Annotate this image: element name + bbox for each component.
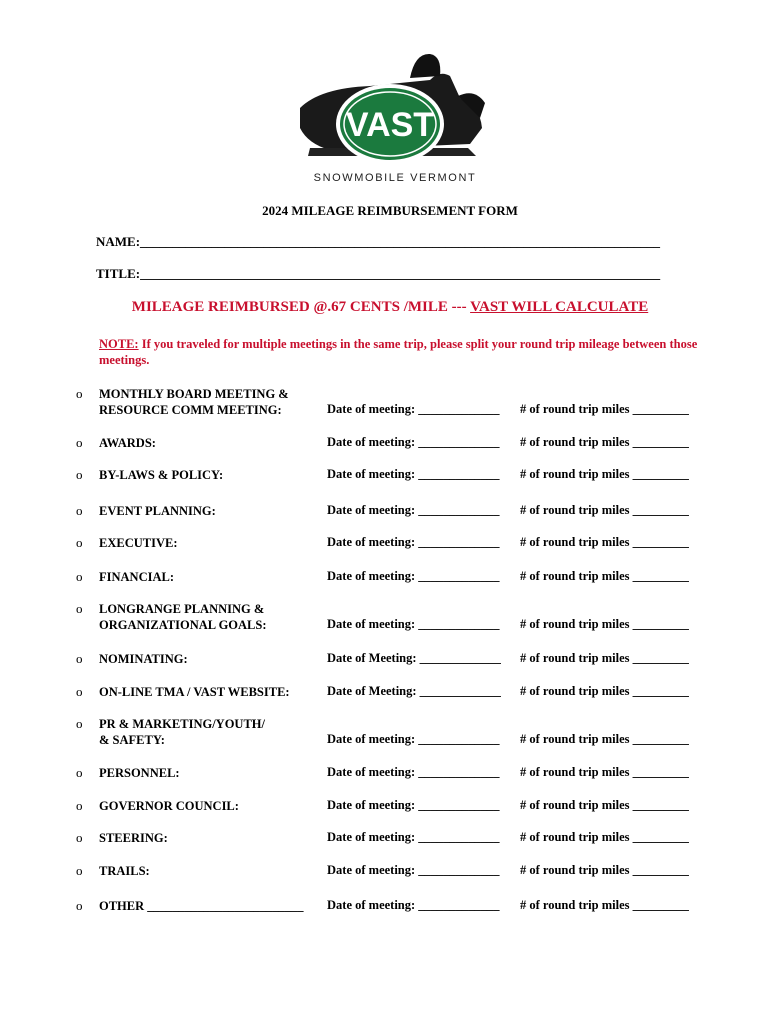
- checkbox-bullet[interactable]: o: [76, 765, 83, 780]
- meeting-label: [99, 898, 304, 914]
- name-field[interactable]: NAME:________________________________________________________________________________: [96, 234, 661, 249]
- meeting-label-line2: RESOURCE COMM MEETING:: [99, 403, 282, 417]
- note: [99, 336, 699, 368]
- meeting-row: [0, 898, 770, 932]
- checkbox-bullet[interactable]: o: [76, 503, 83, 518]
- meeting-label: [99, 601, 267, 633]
- date-of-meeting-field[interactable]: Date of meeting: _____________: [327, 765, 500, 779]
- date-of-meeting-field[interactable]: Date of meeting: _____________: [327, 617, 500, 631]
- date-of-meeting-field[interactable]: Date of meeting: _____________: [327, 898, 500, 912]
- headline-underlined: VAST WILL CALCULATE: [470, 299, 649, 315]
- mileage-headline: [0, 299, 770, 316]
- meeting-row: [0, 765, 770, 799]
- meeting-label-line1: ON-LINE TMA / VAST WEBSITE:: [99, 685, 290, 699]
- meeting-row: [0, 830, 770, 864]
- round-trip-miles-field[interactable]: # of round trip miles _________: [520, 467, 689, 481]
- meeting-label-line1: EVENT PLANNING:: [99, 504, 216, 518]
- round-trip-miles-field[interactable]: # of round trip miles _________: [520, 617, 689, 631]
- checkbox-bullet[interactable]: o: [76, 684, 83, 699]
- date-of-meeting-field[interactable]: Date of meeting: _____________: [327, 503, 500, 517]
- date-of-meeting-field[interactable]: Date of meeting: _____________: [327, 535, 500, 549]
- meeting-label-line1: FINANCIAL:: [99, 570, 174, 584]
- meeting-row: [0, 716, 770, 750]
- vast-logo: [290, 48, 490, 188]
- meeting-label: [99, 684, 290, 700]
- date-of-meeting-field[interactable]: Date of meeting: _____________: [327, 569, 500, 583]
- logo-wordmark: VAST: [345, 106, 435, 144]
- checkbox-bullet[interactable]: o: [76, 467, 83, 482]
- meeting-label: [99, 503, 216, 519]
- date-of-meeting-field[interactable]: Date of meeting: _____________: [327, 402, 500, 416]
- meeting-label: [99, 765, 180, 781]
- date-of-meeting-field[interactable]: Date of Meeting: _____________: [327, 684, 501, 698]
- checkbox-bullet[interactable]: o: [76, 535, 83, 550]
- round-trip-miles-field[interactable]: # of round trip miles _________: [520, 765, 689, 779]
- meeting-row: [0, 569, 770, 603]
- meeting-label: [99, 569, 174, 585]
- meeting-label: [99, 651, 188, 667]
- round-trip-miles-field[interactable]: # of round trip miles _________: [520, 798, 689, 812]
- meeting-label-line2: ORGANIZATIONAL GOALS:: [99, 618, 267, 632]
- meeting-label-line1: TRAILS:: [99, 864, 150, 878]
- date-of-meeting-field[interactable]: Date of meeting: _____________: [327, 435, 500, 449]
- checkbox-bullet[interactable]: o: [76, 651, 83, 666]
- round-trip-miles-field[interactable]: # of round trip miles _________: [520, 651, 689, 665]
- meeting-row: [0, 863, 770, 897]
- round-trip-miles-field[interactable]: # of round trip miles _________: [520, 863, 689, 877]
- round-trip-miles-field[interactable]: # of round trip miles _________: [520, 830, 689, 844]
- checkbox-bullet[interactable]: o: [76, 898, 83, 913]
- round-trip-miles-field[interactable]: # of round trip miles _________: [520, 569, 689, 583]
- date-of-meeting-field[interactable]: Date of meeting: _____________: [327, 830, 500, 844]
- meeting-label: [99, 435, 156, 451]
- round-trip-miles-field[interactable]: # of round trip miles _________: [520, 435, 689, 449]
- checkbox-bullet[interactable]: o: [76, 716, 83, 731]
- meeting-label: [99, 830, 168, 846]
- checkbox-bullet[interactable]: o: [76, 798, 83, 813]
- meeting-label-line1: PERSONNEL:: [99, 766, 180, 780]
- checkbox-bullet[interactable]: o: [76, 435, 83, 450]
- meeting-label-line1: AWARDS:: [99, 436, 156, 450]
- meeting-row: [0, 435, 770, 469]
- meeting-label: [99, 716, 265, 748]
- meeting-row: [0, 651, 770, 685]
- round-trip-miles-field[interactable]: # of round trip miles _________: [520, 402, 689, 416]
- meeting-label: [99, 798, 239, 814]
- checkbox-bullet[interactable]: o: [76, 830, 83, 845]
- meeting-label-line1: OTHER _________________________: [99, 899, 304, 913]
- meeting-row: [0, 503, 770, 537]
- meeting-label-line1: NOMINATING:: [99, 652, 188, 666]
- date-of-meeting-field[interactable]: Date of meeting: _____________: [327, 467, 500, 481]
- round-trip-miles-field[interactable]: # of round trip miles _________: [520, 684, 689, 698]
- checkbox-bullet[interactable]: o: [76, 601, 83, 616]
- meeting-row: [0, 467, 770, 501]
- checkbox-bullet[interactable]: o: [76, 569, 83, 584]
- meeting-label: [99, 535, 178, 551]
- date-of-meeting-field[interactable]: Date of Meeting: _____________: [327, 651, 501, 665]
- date-of-meeting-field[interactable]: Date of meeting: _____________: [327, 863, 500, 877]
- meeting-label-line1: STEERING:: [99, 831, 168, 845]
- round-trip-miles-field[interactable]: # of round trip miles _________: [520, 503, 689, 517]
- title-field[interactable]: TITLE:________________________________________________________________________________: [96, 266, 661, 281]
- meeting-label: [99, 863, 150, 879]
- form-title: 2024 MILEAGE REIMBURSEMENT FORM: [262, 203, 518, 218]
- meeting-row: [0, 386, 770, 420]
- meeting-row: [0, 601, 770, 635]
- meeting-row: [0, 684, 770, 718]
- date-of-meeting-field[interactable]: Date of meeting: _____________: [327, 798, 500, 812]
- note-text: If you traveled for multiple meetings in the same trip, please split your round trip mileage between those meetings.: [99, 337, 698, 367]
- round-trip-miles-field[interactable]: # of round trip miles _________: [520, 732, 689, 746]
- round-trip-miles-field[interactable]: # of round trip miles _________: [520, 535, 689, 549]
- meeting-label-line1: BY-LAWS & POLICY:: [99, 468, 224, 482]
- meeting-label-line1: GOVERNOR COUNCIL:: [99, 799, 239, 813]
- meeting-row: [0, 798, 770, 832]
- meeting-label-line2: & SAFETY:: [99, 733, 165, 747]
- checkbox-bullet[interactable]: o: [76, 863, 83, 878]
- date-of-meeting-field[interactable]: Date of meeting: _____________: [327, 732, 500, 746]
- meeting-label-line1: PR & MARKETING/YOUTH/: [99, 717, 265, 731]
- meeting-label: [99, 386, 289, 418]
- round-trip-miles-field[interactable]: # of round trip miles _________: [520, 898, 689, 912]
- meeting-row: [0, 535, 770, 569]
- meeting-label-line1: LONGRANGE PLANNING &: [99, 602, 265, 616]
- headline-text: MILEAGE REIMBURSED @.67 CENTS /MILE ---: [131, 299, 471, 315]
- meeting-label-line1: EXECUTIVE:: [99, 536, 178, 550]
- logo-tagline: SNOWMOBILE VERMONT: [313, 172, 477, 184]
- note-label: NOTE:: [99, 337, 139, 351]
- meeting-label: [99, 467, 223, 483]
- meeting-label-line1: MONTHLY BOARD MEETING &: [99, 387, 289, 401]
- checkbox-bullet[interactable]: o: [76, 386, 83, 401]
